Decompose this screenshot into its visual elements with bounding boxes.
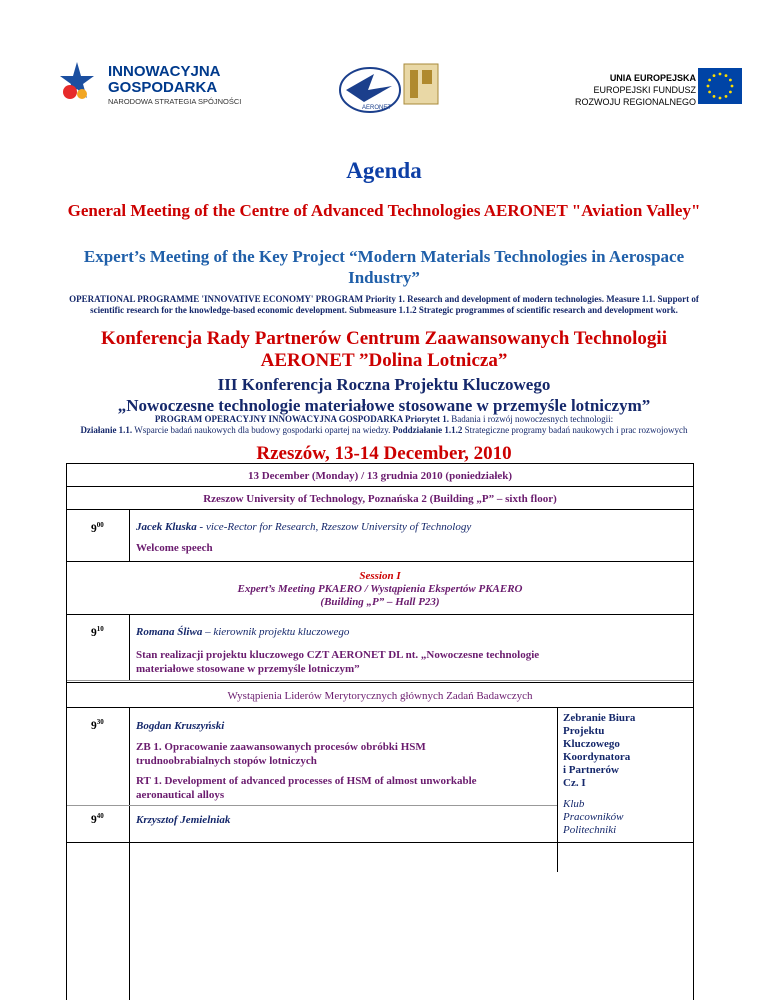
speaker-role: vice-Rector for Research, Rzeszow University of Technology — [203, 521, 472, 533]
time-slot-4 — [91, 812, 104, 826]
ue-line-2: EUROPEJSKI FUNDUSZ — [593, 85, 696, 95]
time-slot-1 — [91, 521, 104, 535]
aeronet-text: AERONET — [362, 105, 392, 111]
slot-1-topic: Welcome speech — [136, 542, 213, 554]
star-logo-icon — [60, 62, 94, 102]
slot-3-rt — [136, 774, 477, 802]
program-pl-bold-3: Poddziałanie 1.1.2 — [392, 425, 463, 435]
logo-subtitle: NARODOWA STRATEGIA SPÓJNOŚCI — [108, 97, 242, 106]
ue-line-3: ROZWOJU REGIONALNEGO — [574, 97, 696, 107]
slot-2-speaker — [136, 626, 349, 638]
speaker-role: – kierownik projektu kluczowego — [202, 626, 350, 638]
logo-line-1: INNOWACYJNA — [108, 63, 221, 80]
topic-line-2: materiałowe stosowane w przemyśle lotniczym” — [136, 663, 360, 675]
session-block — [67, 570, 693, 609]
session-line-2: (Building „P” – Hall P23) — [320, 596, 440, 608]
speaker-name: Romana Śliwa — [136, 626, 203, 638]
zb-line-2: trudnoobrabialnych stopów lotniczych — [136, 755, 317, 767]
side-bold-line: Cz. I — [563, 777, 586, 789]
session-line-1: Expert’s Meeting PKAERO / Wystąpienia Ekspertów PKAERO — [237, 583, 523, 595]
heading-konferencja-roczna — [60, 374, 708, 416]
topic-line-1: Stan realizacji projektu kluczowego CZT AERONET DL nt. „Nowoczesne technologie — [136, 649, 540, 661]
side-bold-line: i Partnerów — [563, 764, 619, 776]
ue-logo-text — [566, 72, 696, 108]
side-italic-line: Klub — [563, 798, 585, 810]
program-pl-bold-1: PROGRAM OPERACYJNY INNOWACYJNA GOSPODARKA Priorytet 1. — [154, 414, 449, 424]
time-slot-2 — [91, 625, 104, 639]
program-pl-text-1: Badania i rozwój nowoczesnych technologii: — [448, 414, 614, 424]
heading-experts-meeting: Expert’s Meeting of the Key Project “Modern Materials Technologies in Aerospace Industry” — [83, 247, 685, 287]
slot-3-zb — [136, 740, 426, 768]
side-note-italic — [563, 798, 683, 837]
aeronet-emblem-icon — [334, 60, 444, 116]
time-hour: 9 — [91, 719, 97, 732]
side-bold-line: Koordynatora — [563, 751, 631, 763]
program-description-en: OPERATIONAL PROGRAMME 'INNOVATIVE ECONOMY' PROGRAM Priority 1. Research and development of modern technologies. Measure 1.1. Support of scientific research for the knowledge-based economic development. Submeasure 1.1.2 Strategic programmes of scientific research and development work. — [69, 294, 699, 315]
program-description-pl — [40, 414, 728, 436]
heading-konferencja-rady: Konferencja Rady Partnerów Centrum Zaawansowanych Technologii AERONET ”Dolina Lotnicza” — [101, 328, 667, 371]
side-bold-line: Projektu — [563, 725, 605, 737]
heading-konferencja-roczna-line2: „Nowoczesne technologie materiałowe stosowane w przemyśle lotniczym” — [117, 396, 651, 415]
agenda-table-continued — [66, 842, 694, 1000]
rt-line-1: RT 1. Development of advanced processes of HSM of almost unworkable — [136, 775, 477, 787]
date-heading: Rzeszów, 13-14 December, 2010 — [256, 443, 512, 464]
side-bold-line: Kluczowego — [563, 738, 620, 750]
slot-2-topic — [136, 648, 539, 676]
time-slot-3 — [91, 718, 104, 732]
time-minutes: 00 — [96, 521, 104, 529]
slot-3-speaker: Bogdan Kruszyński — [136, 720, 225, 732]
time-hour: 9 — [91, 813, 97, 826]
eu-flag-icon — [698, 68, 742, 104]
side-bold-line: Zebranie Biura — [563, 712, 636, 724]
side-italic-line: Politechniki — [563, 824, 617, 836]
venue-row: Rzeszow University of Technology, Poznańska 2 (Building „P” – sixth floor) — [203, 493, 557, 505]
side-italic-line: Pracowników — [563, 811, 624, 823]
program-pl-bold-2: Działanie 1.1. — [80, 425, 133, 435]
heading-general-meeting: General Meeting of the Centre of Advanced Technologies AERONET "Aviation Valley" — [67, 201, 701, 220]
session-label: Session I — [359, 570, 401, 582]
rt-line-2: aeronautical alloys — [136, 789, 225, 801]
innowacyjna-gospodarka-logo — [60, 58, 242, 110]
leaders-row: Wystąpienia Liderów Merytorycznych głównych Zadań Badawczych — [227, 690, 533, 702]
time-hour: 9 — [91, 522, 97, 535]
time-minutes: 30 — [96, 718, 104, 726]
time-minutes: 10 — [96, 625, 104, 633]
slot-4-speaker: Krzysztof Jemielniak — [136, 814, 231, 826]
heading-konferencja-roczna-line1: III Konferencja Roczna Projektu Kluczowego — [217, 375, 551, 394]
speaker-name: Jacek Kluska - — [136, 521, 204, 533]
program-pl-text-2: Wsparcie badań naukowych dla budowy gospodarki opartej na wiedzy. — [132, 425, 393, 435]
page-title: Agenda — [346, 158, 422, 183]
logo-line-2: GOSPODARKA — [108, 79, 218, 96]
aeronet-logo — [334, 60, 444, 116]
time-minutes: 40 — [96, 812, 104, 820]
day-row: 13 December (Monday) / 13 grudnia 2010 (poniedziałek) — [247, 470, 513, 482]
time-hour: 9 — [91, 626, 97, 639]
program-pl-text-3: Strategiczne programy badań naukowych i prac rozwojowych — [462, 425, 688, 435]
zb-line-1: ZB 1. Opracowanie zaawansowanych procesów obróbki HSM — [136, 741, 426, 753]
agenda-table — [66, 463, 694, 843]
ue-line-1: UNIA EUROPEJSKA — [609, 73, 696, 83]
slot-1-speaker — [136, 521, 471, 533]
side-note-bold — [563, 712, 683, 790]
